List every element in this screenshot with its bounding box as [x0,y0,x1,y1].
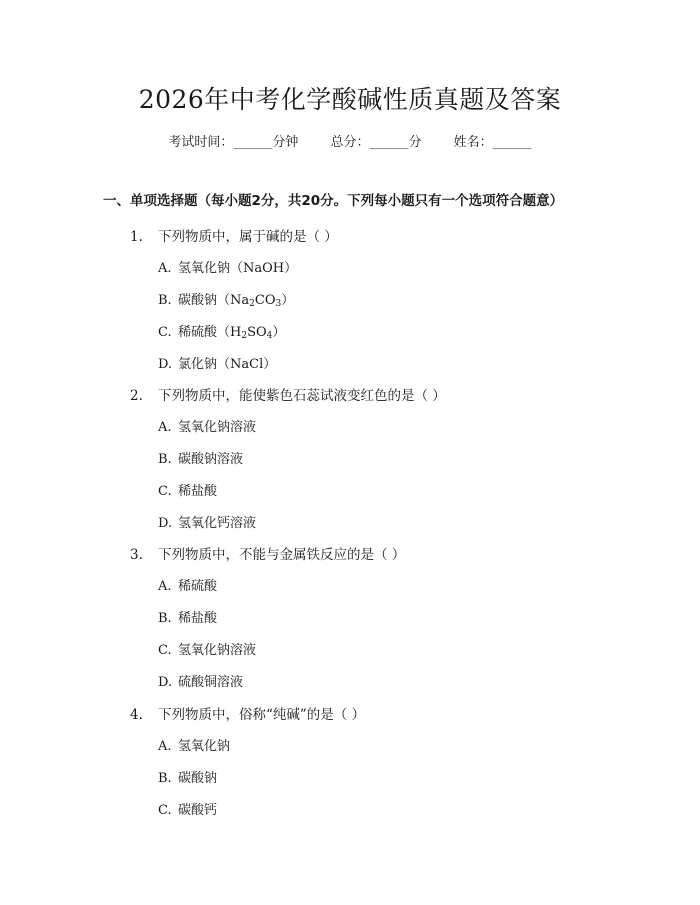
option-3a [158,575,217,594]
exam-info [0,131,700,150]
option-letter: A. [158,579,172,594]
option-letter: B. [158,452,172,467]
option-letter: B. [158,771,172,786]
option-1a [158,257,297,276]
option-letter: A. [158,420,172,435]
option-text-prefix: 稀硫酸（H [178,325,242,340]
option-1b [158,289,294,309]
option-letter: C. [158,643,172,658]
option-3c [158,639,256,658]
option-letter: C. [158,484,172,499]
option-4a [158,735,230,754]
option-text: 氯化钠（NaCl） [178,357,277,372]
option-letter: B. [158,293,172,308]
option-letter: A. [158,261,172,276]
option-letter: D. [158,357,173,372]
exam-total-score: 总分：______分 [330,135,422,150]
question-1 [130,225,338,245]
option-text: 硫酸铜溶液 [178,675,244,690]
option-text: 稀盐酸 [178,484,218,499]
document-title: 2026年中考化学酸碱性质真题及答案 [138,85,562,114]
option-2b [158,448,243,467]
question-3 [130,543,405,563]
question-text: 下列物质中，不能与金属铁反应的是（ ） [158,547,406,563]
question-text: 下列物质中，属于碱的是（ ） [158,229,338,245]
option-text: 碳酸钠 [178,771,218,786]
option-letter: C. [158,325,172,340]
option-text: 氢氧化钠 [178,739,231,754]
option-text-middle: SO [247,325,267,340]
question-text: 下列物质中，能使紫色石蕊试液变红色的是（ ） [158,388,446,404]
exam-time: 考试时间：______分钟 [168,135,299,150]
subscript: 4 [266,331,273,341]
question-number: 3. [130,547,143,563]
option-text: 氢氧化钠（NaOH） [178,261,298,276]
option-1d [158,353,276,372]
option-text: 稀硫酸 [178,579,218,594]
subscript: 2 [241,331,248,341]
option-text: 氢氧化钠溶液 [178,643,257,658]
option-text: 稀盐酸 [178,611,218,626]
option-text-suffix: ） [281,293,295,308]
question-text: 下列物质中，俗称“纯碱”的是（ ） [158,707,366,723]
subscript: 2 [249,299,255,309]
option-2d [158,512,256,531]
question-number: 2. [130,388,143,404]
option-2c [158,480,217,499]
option-letter: D. [158,675,173,690]
option-1c [158,321,285,341]
option-2a [158,416,256,435]
question-number: 4. [130,707,143,723]
option-text: 碳酸钙 [178,803,218,818]
section-title: 一、单项选择题（每小题2分，共20分。下列每小题只有一个选项符合题意） [103,193,564,209]
option-letter: B. [158,611,172,626]
option-text-prefix: 碳酸钠（Na [178,293,250,308]
option-4c [158,799,217,818]
question-2 [130,384,446,404]
subscript: 3 [275,299,282,309]
option-text: 碳酸钠溶液 [178,452,244,467]
option-text: 氢氧化钙溶液 [178,516,257,531]
option-text-middle: CO [254,293,276,308]
option-letter: C. [158,803,172,818]
question-4 [130,703,365,723]
question-number: 1. [130,229,143,245]
option-3b [158,607,217,626]
option-3d [158,671,243,690]
option-letter: D. [158,516,173,531]
option-letter: A. [158,739,172,754]
option-text-suffix: ） [272,325,286,340]
student-name: 姓名：______ [453,135,532,150]
option-text: 氢氧化钠溶液 [178,420,257,435]
option-4b [158,767,217,786]
